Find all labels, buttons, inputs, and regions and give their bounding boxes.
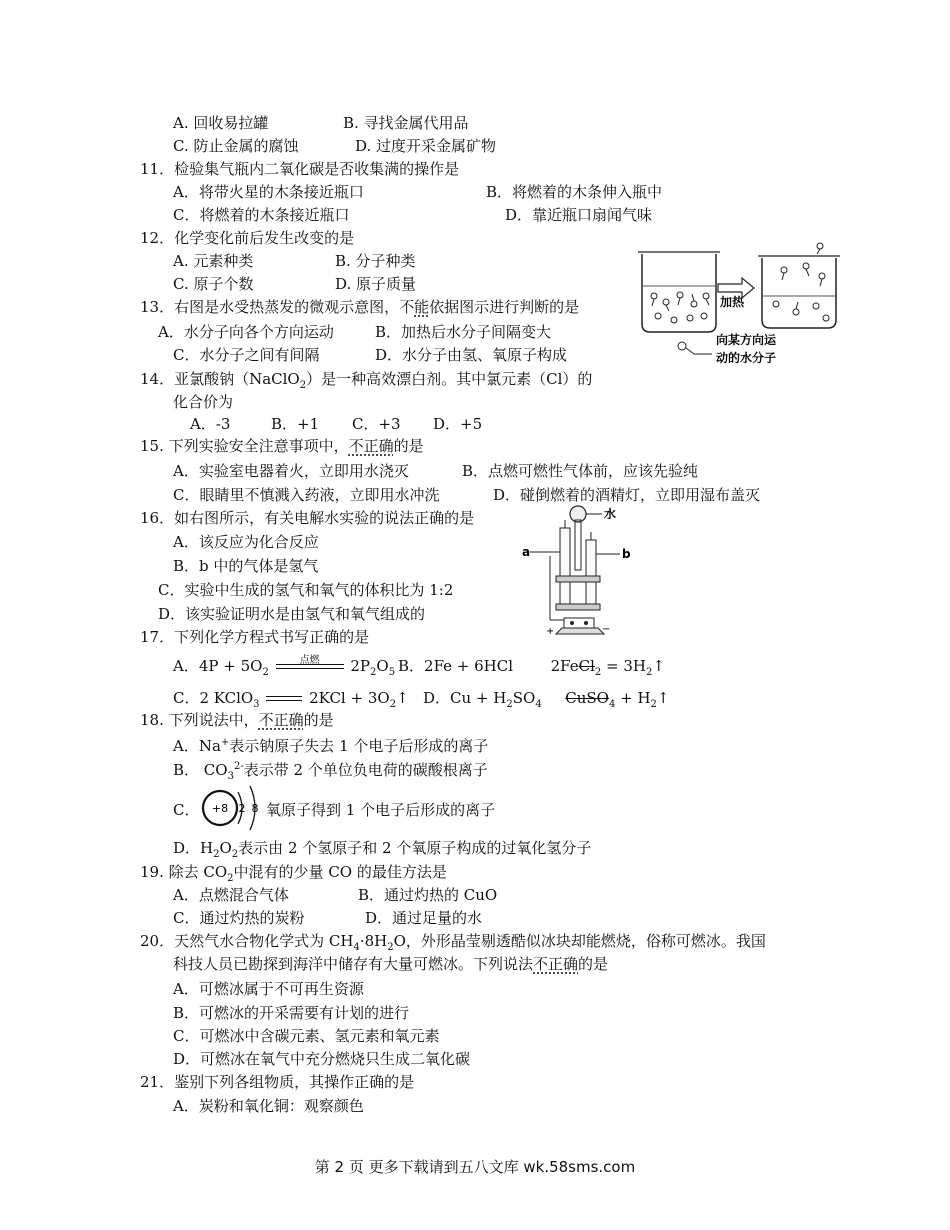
q12-option-a: A. 元素种类 — [173, 252, 254, 270]
q10-option-b: B. 寻找金属代用品 — [343, 114, 469, 132]
q17-option-b: B．2Fe + 6HCl 2FeCl$_2$ = $3H_2↑$ — [398, 657, 665, 678]
q14-option-a: A．-3 — [190, 415, 231, 433]
q17-option-d: D．$Cu + H_2SO_4$ CuSO$_4$ + $H_2↑$ — [423, 689, 670, 710]
q16-option-d: D．该实验证明水是由氢气和氧气组成的 — [158, 605, 426, 623]
q20-option-a: A．可燃冰属于不可再生资源 — [173, 980, 364, 998]
q16-option-b: B．b 中的气体是氢气 — [173, 557, 319, 575]
q14-stem-line2: 化合价为 — [173, 393, 234, 411]
q12-option-b: B. 分子种类 — [335, 252, 416, 270]
q18-option-a: A．Na+表示钠原子失去 1 个电子后形成的离子 — [173, 737, 489, 755]
q10-option-a: A. 回收易拉罐 — [173, 114, 269, 132]
q11-option-d: D．靠近瓶口扇闻气味 — [505, 206, 653, 224]
oxygen-ion-diagram — [198, 780, 268, 836]
q14-option-d: D．+5 — [433, 415, 483, 433]
q11-option-b: B．将燃着的木条伸入瓶中 — [486, 183, 663, 201]
q19-option-d: D．通过足量的水 — [365, 909, 483, 927]
shell-1-electrons: 2 — [238, 802, 246, 815]
equation-sign: 点燃 — [274, 657, 346, 677]
q16-option-a: A．该反应为化合反应 — [173, 533, 319, 551]
q17-stem: 17．下列化学方程式书写正确的是 — [140, 628, 370, 646]
fig-label-b: b — [622, 547, 631, 561]
q15-option-b: B．点燃可燃性气体前，应该先验纯 — [462, 462, 699, 480]
q20-option-b: B．可燃冰的开采需要有计划的进行 — [173, 1004, 410, 1022]
q20-option-d: D．可燃冰在氧气中充分燃烧只生成二氧化碳 — [173, 1050, 471, 1068]
q11-option-c: C．将燃着的木条接近瓶口 — [173, 206, 350, 224]
q13-option-a: A．水分子向各个方向运动 — [158, 323, 334, 341]
q17-option-c: C．2 KClO$_3$ $2KCl + 3O_2↑$ — [173, 689, 409, 710]
q12-option-d: D. 原子质量 — [335, 275, 417, 293]
q19-option-a: A．点燃混合气体 — [173, 886, 289, 904]
q13-option-c: C．水分子之间有间隔 — [173, 346, 320, 364]
q15-option-c: C．眼睛里不慎溅入药液，立即用水冲洗 — [173, 486, 440, 504]
fig-plus: + — [546, 626, 555, 637]
q18-option-c-label: C． — [173, 801, 200, 819]
q13-option-b: B．加热后水分子间隔变大 — [375, 323, 552, 341]
emphasis-dot: 能 — [414, 298, 430, 316]
q19-option-b: B．通过灼热的 CuO — [358, 886, 498, 904]
q10-option-d: D. 过度开采金属矿物 — [355, 137, 497, 155]
q19-stem: 19. 除去 $CO_2$中混有的少量 CO 的最佳方法是 — [140, 863, 447, 884]
q20-stem-line2: 科技人员已勘探到海洋中储存有大量可燃冰。下列说法不正确的是 — [173, 955, 609, 973]
q19-option-c: C．通过灼热的炭粉 — [173, 909, 305, 927]
q14-stem: 14．亚氯酸钠（NaClO$_2$）是一种高效漂白剂。其中氯元素（Cl）的 — [140, 370, 593, 391]
q17-option-a: A．$4P + 5O_2$ 点燃 $2P_2O_5$ — [173, 655, 396, 678]
electrolysis-figure — [520, 500, 640, 640]
fig-caption-line2: 动的水分子 — [716, 351, 777, 365]
fig-caption-line1: 向某方向运 — [716, 333, 777, 347]
q11-stem: 11．检验集气瓶内二氧化碳是否收集满的操作是 — [140, 160, 460, 178]
q18-option-d: D．$H_2O_2$表示由 2 个氢原子和 2 个氧原子构成的过氧化氢分子 — [173, 839, 592, 860]
q15-option-d: D．碰倒燃着的酒精灯，立即用湿布盖灭 — [493, 486, 761, 504]
q18-option-b: B． $CO_3^{2-}$表示带 2 个单位负电荷的碳酸根离子 — [173, 761, 488, 782]
nucleus-charge: +8 — [211, 802, 229, 815]
q20-stem: 20．天然气水合物化学式为 $CH_4\cdot 8H_2O$，外形晶莹剔透酷似冰块却能燃烧，俗称可燃冰。我国 — [140, 932, 766, 953]
q13-option-d: D．水分子由氢、氧原子构成 — [375, 346, 568, 364]
equation-sign — [264, 689, 304, 709]
fig-label-a: a — [522, 545, 531, 559]
q12-stem: 12．化学变化前后发生改变的是 — [140, 229, 355, 247]
q16-stem: 16．如右图所示，有关电解水实验的说法正确的是 — [140, 509, 475, 527]
shell-2-electrons: 8 — [251, 802, 259, 815]
fig-minus: − — [602, 624, 611, 635]
q21-option-a: A．炭粉和氧化铜：观察颜色 — [173, 1097, 364, 1115]
q14-option-c: C．+3 — [352, 415, 401, 433]
q15-option-a: A．实验室电器着火，立即用水浇灭 — [173, 462, 409, 480]
q18-stem: 18. 下列说法中，不正确的是 — [140, 711, 334, 729]
q11-option-a: A．将带火星的木条接近瓶口 — [173, 183, 364, 201]
q18-option-c-text: 氧原子得到 1 个电子后形成的离子 — [266, 801, 496, 819]
q10-option-c: C. 防止金属的腐蚀 — [173, 137, 299, 155]
q15-stem: 15. 下列实验安全注意事项中，不正确的是 — [140, 437, 424, 455]
fig-heat-label: 加热 — [720, 295, 745, 309]
fig-water-label: 水 — [604, 507, 617, 521]
q21-stem: 21．鉴别下列各组物质，其操作正确的是 — [140, 1073, 415, 1091]
q12-option-c: C. 原子个数 — [173, 275, 254, 293]
q16-option-c: C．实验中生成的氢气和氧气的体积比为 1:2 — [158, 581, 454, 599]
q14-option-b: B．+1 — [271, 415, 320, 433]
q20-option-c: C．可燃冰中含碳元素、氢元素和氧元素 — [173, 1027, 440, 1045]
page-footer: 第 2 页 更多下载请到五八文库 wk.58sms.com — [314, 1158, 636, 1176]
q13-stem: 13．右图是水受热蒸发的微观示意图，不能依据图示进行判断的是 — [140, 298, 580, 316]
evaporation-figure — [636, 240, 846, 370]
